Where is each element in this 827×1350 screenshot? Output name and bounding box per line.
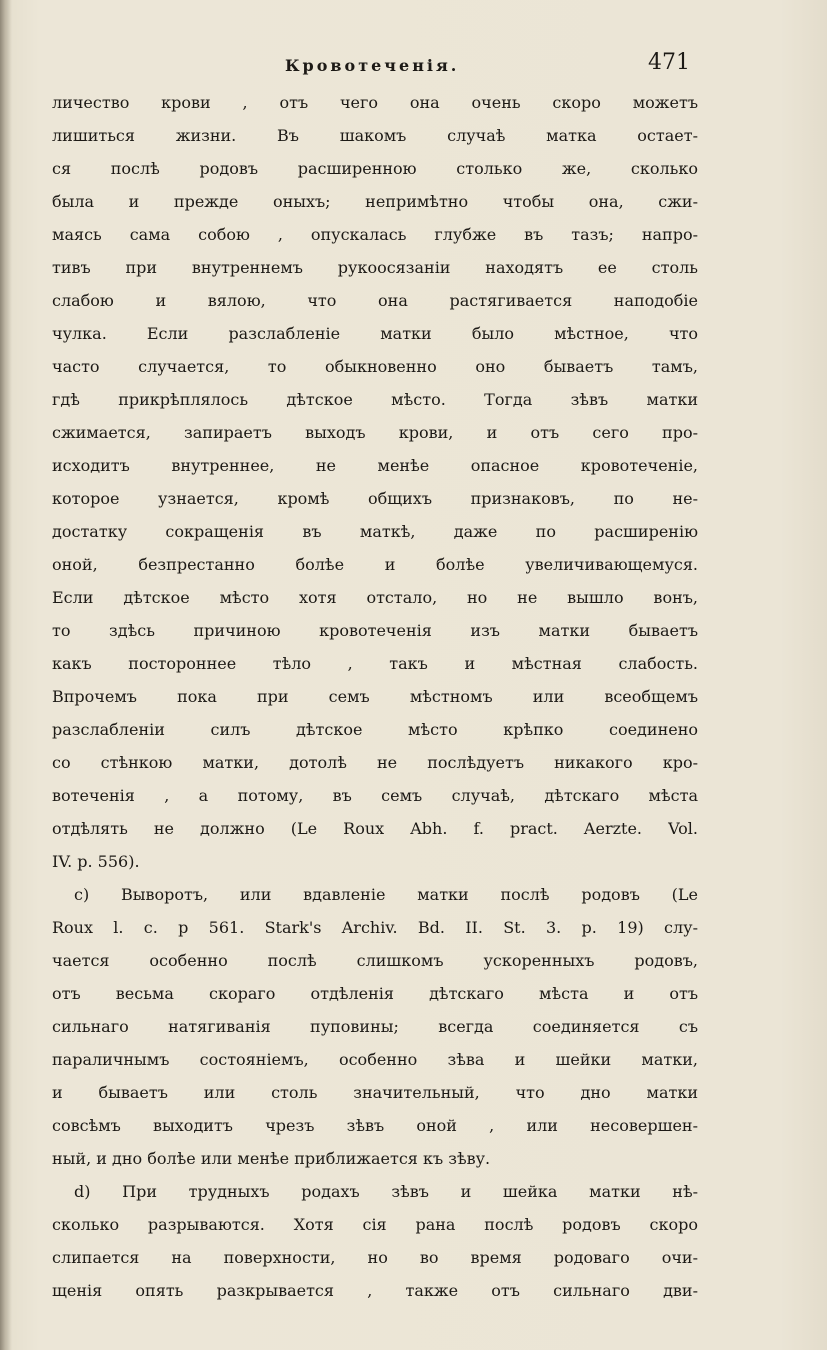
text-line: параличнымъ состояніемъ, особенно зѣва и шейки матки, [52,1050,698,1069]
text-line: личество крови , отъ чего она очень скоро можетъ [52,93,698,112]
text-line: ся послѣ родовъ расширенною столько же, сколько [52,159,698,178]
text-line: часто случается, то обыкновенно оно бываетъ тамъ, [52,357,698,376]
text-line: Если дѣтское мѣсто хотя отстало, но не вышло вонъ, [52,588,698,607]
text-line: то здѣсь причиною кровотеченія изъ матки бываетъ [52,621,698,640]
text-line: чулка. Если разслабленіе матки было мѣстное, что [52,324,698,343]
page-header [0,50,827,90]
text-line: гдѣ прикрѣплялось дѣтское мѣсто. Тогда зѣвъ матки [52,390,698,409]
text-line: ный, и дно болѣе или менѣе приближается къ зѣву. [52,1149,491,1168]
text-line: исходитъ внутреннее, не менѣе опасное кровотеченіе, [52,456,698,475]
text-line: маясь сама собою , опускалась глубже въ тазъ; напро- [52,225,698,244]
text-line: тивъ при внутреннемъ рукоосязаніи находятъ ее столь [52,258,698,277]
text-line: щенія опять разкрывается , также отъ сильнаго дви- [52,1281,698,1300]
text-line: вотеченія , а потому, въ семъ случаѣ, дѣтскаго мѣста [52,786,698,805]
text-line: совсѣмъ выходитъ чрезъ зѣвъ оной , или несовершен- [52,1116,698,1135]
text-line: лишиться жизни. Въ шакомъ случаѣ матка остает- [52,126,698,145]
text-line: которое узнается, кромѣ общихъ признаковъ, по не- [52,489,698,508]
text-line: достатку сокращенія въ маткѣ, даже по расширенію [52,522,698,541]
book-spine-shadow [0,0,12,1350]
text-line: сильнаго натягиванія пуповины; всегда соединяется съ [52,1017,698,1036]
body-text [52,86,698,1307]
text-line: IV. p. 556). [52,852,140,871]
text-line: и бываетъ или столь значительный, что дно матки [52,1083,698,1102]
text-line: отъ весьма скораго отдѣленія дѣтскаго мѣста и отъ [52,984,698,1003]
text-line: сжимается, запираетъ выходъ крови, и отъ сего про- [52,423,698,442]
text-line: оной, безпрестанно болѣе и болѣе увеличивающемуся. [52,555,698,574]
running-head: Кровотеченія. [285,56,460,75]
text-line: со стѣнкою матки, дотолѣ не послѣдуетъ никакого кро- [52,753,698,772]
text-line: чается особенно послѣ слишкомъ ускоренныхъ родовъ, [52,951,698,970]
text-line: Впрочемъ пока при семъ мѣстномъ или всеобщемъ [52,687,698,706]
text-line: была и прежде оныхъ; непримѣтно чтобы она, сжи- [52,192,698,211]
text-line: сколько разрываются. Хотя сія рана послѣ родовъ скоро [52,1215,698,1234]
text-line: слабою и вялою, что она растягивается наподобіе [52,291,698,310]
text-line: отдѣлять не должно (Le Roux Abh. f. pract. Aerzte. Vol. [52,819,698,838]
text-line: разслабленіи силъ дѣтское мѣсто крѣпко соединено [52,720,698,739]
text-line: какъ постороннее тѣло , такъ и мѣстная слабость. [52,654,698,673]
page-number: 471 [648,50,690,75]
text-line: Roux l. c. p 561. Stark's Archiv. Bd. II. St. 3. p. 19) слу- [52,918,698,937]
text-line: c) Выворотъ, или вдавленіе матки послѣ родовъ (Le [74,885,698,904]
text-line: d) При трудныхъ родахъ зѣвъ и шейка матки нѣ- [74,1182,698,1201]
text-line: слипается на поверхности, но во время родоваго очи- [52,1248,698,1267]
